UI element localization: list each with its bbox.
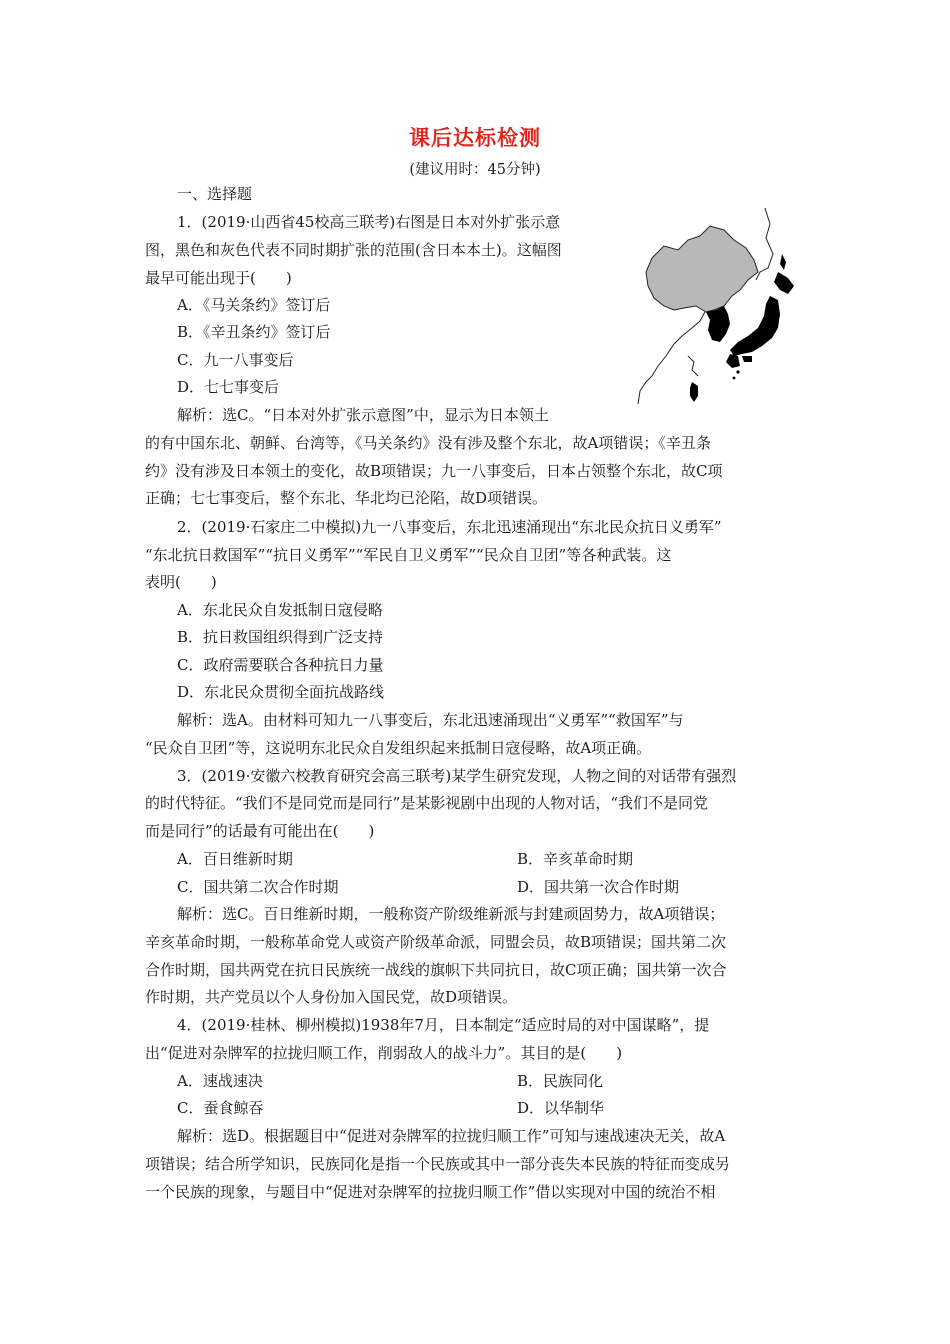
q1-option-d: D．七七事变后 — [177, 378, 280, 396]
q4-option-d: D．以华制华 — [517, 1099, 605, 1117]
q3-option-a: A．百日维新时期 — [177, 850, 293, 868]
q1-analysis-line: 正确；七七事变后，整个东北、华北均已沦陷，故D项错误。 — [145, 489, 548, 507]
q3-analysis-line: 解析：选C。百日维新时期，一般称资产阶级维新派与封建顽固势力，故A项错误； — [177, 905, 725, 923]
q4-option-b: B．民族同化 — [517, 1072, 604, 1090]
q3-stem-line: 的时代特征。“我们不是同党而是同行”是某影视剧中出现的人物对话，“我们不是同党 — [145, 794, 709, 812]
q2-stem-line: 表明( ) — [145, 573, 217, 591]
q3-analysis-line: 合作时期，国共两党在抗日民族统一战线的旗帜下共同抗日，故C项正确；国共第一次合 — [145, 961, 727, 979]
q1-analysis-line: 的有中国东北、朝鲜、台湾等，《马关条约》没有涉及整个东北，故A项错误；《辛丑条 — [145, 434, 711, 452]
q2-option-c: C．政府需要联合各种抗日力量 — [177, 656, 384, 674]
q2-stem-line: “东北抗日救国军”“抗日义勇军”“军民自卫义勇军”“民众自卫团”等各种武装。这 — [145, 546, 672, 564]
q2-option-b: B．抗日救国组织得到广泛支持 — [177, 628, 384, 646]
q1-option-a: A．《马关条约》签订后 — [177, 296, 331, 314]
q1-analysis-line: 解析：选C。“日本对外扩张示意图”中，显示为日本领土 — [177, 406, 549, 424]
q4-analysis-line: 解析：选D。根据题目中“促进对杂牌军的拉拢归顺工作”可知与速战速决无关，故A — [177, 1127, 726, 1145]
q2-option-d: D．东北民众贯彻全面抗战路线 — [177, 683, 385, 701]
q2-stem-line: 2．(2019·石家庄二中模拟)九一八事变后，东北迅速涌现出“东北民众抗日义勇军” — [177, 518, 722, 536]
q4-option-a: A．速战速决 — [177, 1072, 263, 1090]
q3-option-b: B．辛亥革命时期 — [517, 850, 634, 868]
q3-stem-line: 3．(2019·安徽六校教育研究会高三联考)某学生研究发现，人物之间的对话带有强烈 — [177, 767, 737, 785]
q4-stem-line: 出“促进对杂牌军的拉拢归顺工作，削弱敌人的战斗力”。其目的是( ) — [145, 1044, 623, 1062]
q2-option-a: A．东北民众自发抵制日寇侵略 — [177, 601, 383, 619]
q1-option-c: C．九一八事变后 — [177, 351, 294, 369]
q3-analysis-line: 辛亥革命时期，一般称革命党人或资产阶级革命派，同盟会员，故B项错误；国共第二次 — [145, 933, 727, 951]
q3-option-d: D．国共第一次合作时期 — [517, 878, 680, 896]
q4-option-c: C．蚕食鲸吞 — [177, 1099, 264, 1117]
q3-stem-line: 而是同行”的话最有可能出在( ) — [145, 822, 375, 840]
q4-stem-line: 4．(2019·桂林、柳州模拟)1938年7月，日本制定“适应时局的对中国谋略”，提 — [177, 1016, 710, 1034]
q1-stem-line: 最早可能出现于( ) — [145, 269, 292, 287]
q1-stem-line: 1．(2019·山西省45校高三联考)右图是日本对外扩张示意 — [177, 213, 561, 231]
japan-expansion-map — [630, 206, 805, 418]
q3-analysis-line: 作时期，共产党员以个人身份加入国民党，故D项错误。 — [145, 988, 518, 1006]
q4-analysis-line: 一个民族的现象，与题目中“促进对杂牌军的拉拢归顺工作”借以实现对中国的统治不相 — [145, 1183, 716, 1201]
page-title: 课后达标检测 — [409, 126, 541, 150]
q4-analysis-line: 项错误；结合所学知识，民族同化是指一个民族或其中一部分丧失本民族的特征而变成另 — [145, 1155, 731, 1173]
q3-option-c: C．国共第二次合作时期 — [177, 878, 339, 896]
page-subtitle: (建议用时：45分钟) — [409, 162, 541, 178]
q1-analysis-line: 约》没有涉及日本领土的变化，故B项错误；九一八事变后，日本占领整个东北，故C项 — [145, 462, 723, 480]
q2-analysis-line: “民众自卫团”等，这说明东北民众自发组织起来抵制日寇侵略，故A项正确。 — [145, 739, 652, 757]
q1-option-b: B．《辛丑条约》签订后 — [177, 323, 331, 341]
section-heading: 一、选择题 — [177, 185, 253, 203]
q1-stem-line: 图，黑色和灰色代表不同时期扩张的范围(含日本本土)。这幅图 — [145, 241, 562, 259]
q2-analysis-line: 解析：选A。由材料可知九一八事变后，东北迅速涌现出“义勇军”“救国军”与 — [177, 711, 684, 729]
